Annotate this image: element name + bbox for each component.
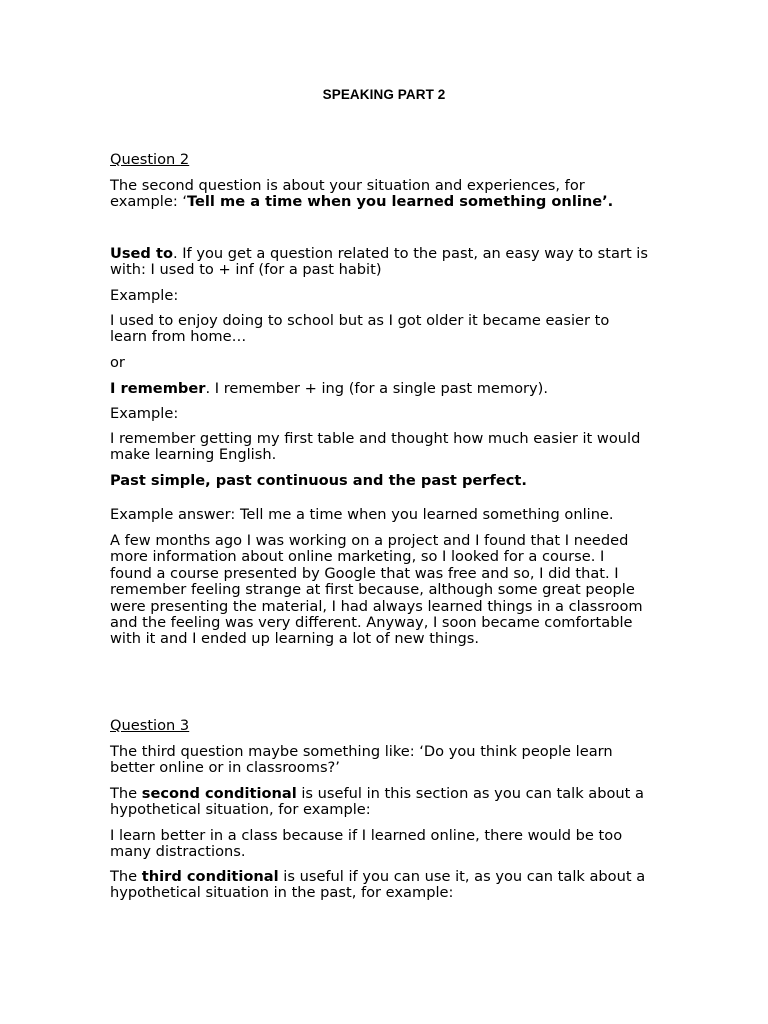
question-2-heading: Question 2 (110, 151, 190, 168)
used-to-line-1: . If you get a question related to the past, an easy way to start is (172, 245, 648, 262)
remember-term: I remember (110, 380, 206, 397)
answer-line: found a course presented by Google that was free and so, I did that. I (110, 564, 619, 582)
used-to-line-2: with: I used to + inf (for a past habit) (110, 261, 382, 279)
third-cond-pre: The (110, 868, 142, 885)
used-to-paragraph (110, 246, 670, 279)
example-2-line-2: make learning English. (110, 446, 277, 464)
q3-example-line-2: many distractions. (110, 843, 246, 861)
answer-line: with it and I ended up learning a lot of new things. (110, 630, 479, 648)
intro-line-2: example: ‘ (110, 193, 188, 211)
second-cond-term: second conditional (141, 785, 297, 802)
remember-rest: . I remember + ing (for a single past memory). (205, 380, 549, 397)
answer-line: A few months ago I was working on a project and I found that I needed (110, 532, 629, 549)
example-1-line-2: learn from home… (110, 328, 247, 346)
q3-example-line-1: I learn better in a class because if I learned online, there would be too (110, 827, 623, 844)
answer-line: were presenting the material, I had always learned things in a classroom (110, 597, 643, 615)
second-cond-pre: The (110, 785, 142, 802)
example-2 (110, 431, 670, 464)
example-label-1: Example: (110, 287, 179, 304)
used-to-term: Used to (110, 245, 173, 262)
intro-line-1: The second question is about your situation and experiences, for (110, 177, 585, 194)
intro-question-bold: Tell me a time when you learned something online’. (187, 193, 614, 211)
third-conditional-paragraph (110, 869, 670, 902)
third-cond-line-2: hypothetical situation in the past, for example: (110, 884, 454, 902)
remember-paragraph (110, 381, 670, 397)
example-label-2: Example: (110, 405, 179, 422)
answer-line: and the feeling was very different. Anyway, I soon became comfortable (110, 614, 633, 632)
example-answer-text (110, 533, 670, 648)
question-2-intro (110, 178, 670, 211)
example-answer-label: Example answer: Tell me a time when you learned something online. (110, 506, 614, 523)
answer-line: remember feeling strange at first because, although some great people (110, 581, 635, 599)
answer-line: more information about online marketing, so I looked for a course. I (110, 548, 605, 566)
third-cond-post: is useful if you can use it, as you can talk about a (278, 868, 646, 885)
second-conditional-example (110, 828, 670, 861)
question-3-heading: Question 3 (110, 717, 190, 734)
second-cond-line-2: hypothetical situation, for example: (110, 801, 371, 819)
page-title: SPEAKING PART 2 (322, 87, 446, 102)
tenses-heading: Past simple, past continuous and the past perfect. (110, 472, 527, 489)
example-1 (110, 313, 670, 346)
q3-intro-line-2: better online or in classrooms?’ (110, 759, 340, 777)
example-2-line-1: I remember getting my first table and thought how much easier it would (110, 430, 641, 447)
question-3-intro (110, 744, 670, 777)
second-cond-post: is useful in this section as you can talk about a (296, 785, 644, 802)
second-conditional-paragraph (110, 786, 670, 819)
or-text: or (110, 354, 125, 371)
q3-intro-line-1: The third question maybe something like: ‘Do you think people learn (110, 743, 613, 760)
example-1-line-1: I used to enjoy doing to school but as I got older it became easier to (110, 312, 610, 329)
third-cond-term: third conditional (141, 868, 279, 885)
